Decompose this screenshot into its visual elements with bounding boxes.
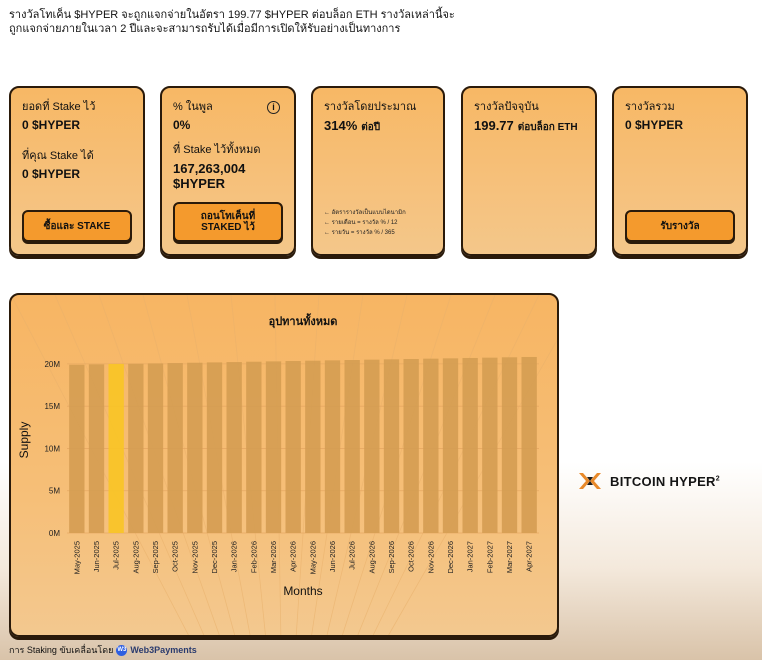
- total-staked-amount: 167,263,004: [173, 161, 246, 176]
- x-tick-label: Oct-2025: [170, 541, 180, 572]
- brand-logo: [578, 471, 720, 491]
- x-tick-label: Dec-2025: [210, 541, 219, 574]
- supply-bar: [521, 357, 536, 533]
- claim-rewards-button[interactable]: รับรางวัล: [625, 210, 735, 242]
- brand-name-text: BITCOIN HYPER: [610, 473, 716, 489]
- info-icon[interactable]: i: [267, 101, 280, 114]
- supply-bar: [128, 364, 143, 533]
- intro-line-2: ถูกแจกจ่ายภายในเวลา 2 ปีและจะสามารถรับได้เมื่อมีการเปิดให้รับอย่างเป็นทางการ: [9, 23, 401, 35]
- x-tick-label: Jun-2026: [328, 541, 337, 573]
- y-axis-label: Supply: [17, 421, 31, 459]
- supply-bar: [148, 363, 163, 533]
- x-tick-label: Feb-2027: [485, 541, 495, 574]
- estimated-rewards-label: รางวัลโดยประมาณ: [324, 101, 417, 113]
- y-tick-label: 20M: [44, 359, 60, 369]
- total-rewards-card: [612, 86, 748, 256]
- x-tick-label: Jun-2025: [92, 541, 101, 573]
- supply-bar: [207, 362, 222, 533]
- web3payments-link[interactable]: Web3Payments: [130, 645, 197, 655]
- supply-bar: [246, 362, 261, 533]
- supply-bar: [482, 358, 497, 533]
- total-rewards-value: 0 $HYPER: [625, 118, 684, 132]
- supply-bar: [462, 358, 477, 533]
- staked-balance-card: [9, 86, 145, 256]
- x-tick-label: Nov-2025: [190, 541, 200, 574]
- y-tick-label: 15M: [44, 402, 60, 412]
- powered-by-text: การ Staking ขับเคลื่อนโดย: [9, 645, 114, 655]
- supply-bar: [226, 362, 241, 533]
- x-tick-label: Aug-2026: [367, 541, 377, 574]
- buy-and-stake-button[interactable]: ซื้อและ STAKE: [22, 210, 132, 242]
- supply-bar: [187, 363, 202, 533]
- x-tick-label: Mar-2026: [269, 541, 278, 574]
- estimated-rewards-card: [311, 86, 445, 256]
- x-tick-label: Apr-2026: [288, 541, 298, 572]
- x-tick-label: Oct-2026: [406, 541, 416, 572]
- pool-share-card: [160, 86, 296, 256]
- x-tick-label: May-2025: [72, 541, 82, 575]
- supply-bar: [364, 360, 379, 533]
- supply-bar: [167, 363, 182, 533]
- supply-bar: [344, 360, 359, 533]
- reward-formula: [324, 208, 406, 238]
- x-tick-label: Nov-2026: [426, 541, 436, 574]
- x-tick-label: Feb-2026: [249, 541, 259, 574]
- y-tick-label: 10M: [44, 444, 60, 454]
- x-tick-label: Sep-2025: [151, 541, 160, 574]
- total-staked-unit: $HYPER: [173, 176, 226, 191]
- formula-daily: ← รายวัน = รางวัล % / 365: [324, 230, 395, 236]
- web3payments-icon: W3: [116, 645, 127, 656]
- earned-value: 0 $HYPER: [22, 167, 81, 181]
- earned-label: ที่คุณ Stake ได้: [22, 150, 94, 162]
- x-tick-label: Aug-2025: [131, 541, 141, 574]
- supply-bar: [502, 357, 517, 533]
- staking-intro: [9, 8, 569, 36]
- current-rewards-card: [461, 86, 597, 256]
- supply-bar: [89, 364, 104, 533]
- formula-dynamic: ← อัตรารางวัลเป็นแบบไดนามิก: [324, 210, 406, 216]
- y-tick-label: 0M: [48, 529, 60, 538]
- current-rewards-row: [474, 118, 584, 135]
- pool-share-value: 0%: [173, 118, 191, 132]
- supply-bar: [69, 365, 84, 533]
- supply-bar: [443, 358, 458, 533]
- withdraw-button-line-1: ถอนโทเค็นที่: [200, 211, 256, 222]
- staked-balance-label: ยอดที่ Stake ไว้: [22, 101, 96, 113]
- x-tick-label: Apr-2027: [524, 541, 534, 572]
- x-tick-label: May-2026: [308, 541, 318, 575]
- x-tick-label: Jul-2025: [111, 541, 121, 570]
- intro-line-1: รางวัลโทเค็น $HYPER จะถูกแจกจ่ายในอัตรา 199.77 $HYPER ต่อบล็อก ETH รางวัลเหล่านี้จะ: [9, 9, 455, 21]
- x-tick-label: Jan-2026: [229, 541, 239, 573]
- total-staked-label: ที่ Stake ไว้ทั้งหมด: [173, 144, 261, 156]
- total-rewards-label: รางวัลรวม: [625, 101, 675, 113]
- pool-share-label: % ในพูล: [173, 101, 213, 113]
- y-tick-label: 5M: [48, 486, 60, 496]
- withdraw-staked-button[interactable]: [173, 202, 283, 242]
- staking-footer: [9, 643, 197, 657]
- formula-monthly: ← รายเดือน = รางวัล % / 12: [324, 220, 398, 226]
- total-supply-chart-card: [9, 293, 559, 637]
- x-tick-label: Sep-2026: [387, 541, 396, 574]
- current-rewards-value: 199.77: [474, 118, 514, 133]
- supply-bar: [384, 359, 399, 533]
- supply-bar: [403, 359, 418, 533]
- estimated-rewards-unit: ต่อปี: [361, 122, 381, 133]
- total-supply-chart: [11, 295, 557, 635]
- supply-bar: [266, 361, 281, 533]
- x-tick-label: Dec-2026: [446, 541, 455, 574]
- x-tick-label: Jan-2027: [465, 541, 475, 573]
- supply-bar: [305, 361, 320, 533]
- current-rewards-label: รางวัลปัจจุบัน: [474, 101, 539, 113]
- supply-bar: [108, 364, 123, 533]
- estimated-rewards-row: [324, 118, 432, 135]
- current-rewards-unit: ต่อบล็อก ETH: [517, 122, 578, 133]
- x-tick-label: Jul-2026: [347, 541, 357, 570]
- supply-bar: [325, 360, 340, 533]
- supply-bar: [423, 359, 438, 533]
- brand-superscript: 2: [715, 475, 720, 483]
- chart-title: อุปทานทั้งหมด: [268, 316, 338, 328]
- x-axis-label: Months: [283, 584, 323, 598]
- withdraw-button-line-2: STAKED ไว้: [201, 222, 255, 233]
- hyper-logo-icon: [578, 471, 602, 491]
- total-staked-value: [173, 161, 283, 191]
- x-tick-label: Mar-2027: [505, 541, 514, 574]
- estimated-rewards-value: 314%: [324, 118, 358, 133]
- brand-name: [610, 474, 720, 489]
- staked-balance-value: 0 $HYPER: [22, 118, 81, 132]
- supply-bar: [285, 361, 300, 533]
